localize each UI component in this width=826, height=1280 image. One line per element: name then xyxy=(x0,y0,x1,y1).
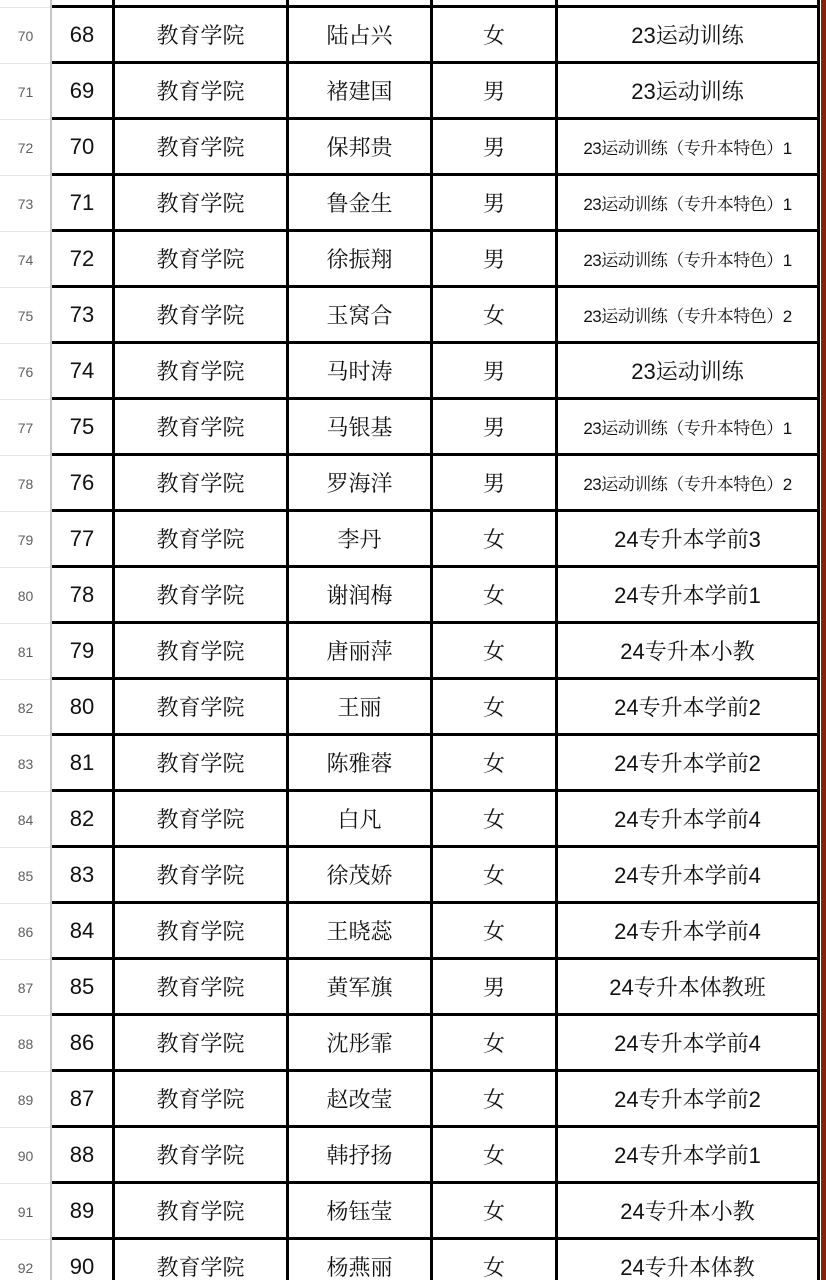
table-row xyxy=(52,64,820,120)
cell-serial[interactable]: 88 xyxy=(52,1128,115,1184)
table-row xyxy=(52,120,820,176)
row-header[interactable]: 77 xyxy=(17,420,34,436)
cell-gender[interactable]: 男 xyxy=(433,176,558,232)
cell-gender[interactable]: 女 xyxy=(433,568,558,624)
row-header[interactable]: 74 xyxy=(17,252,34,268)
cell-name[interactable]: 徐振翔 xyxy=(289,232,433,288)
row-header[interactable]: 84 xyxy=(17,812,34,828)
cell-gender[interactable]: 男 xyxy=(433,344,558,400)
cell-name[interactable]: 罗海洋 xyxy=(289,456,433,512)
cell-name[interactable]: 李丹 xyxy=(289,512,433,568)
cell-name[interactable]: 白凡 xyxy=(289,792,433,848)
cell-college[interactable]: 教育学院 xyxy=(115,8,289,64)
cell-gender[interactable]: 男 xyxy=(433,456,558,512)
cell-class[interactable]: 24专升本体教 xyxy=(558,1240,820,1280)
row-header[interactable]: 87 xyxy=(17,980,34,996)
table-body xyxy=(52,0,820,1280)
cell-name[interactable]: 黄军旗 xyxy=(289,960,433,1016)
cell-college[interactable]: 教育学院 xyxy=(115,1184,289,1240)
cell-gender[interactable]: 女 xyxy=(433,624,558,680)
cell-class[interactable]: 23运动训练 xyxy=(558,344,820,400)
cell-college[interactable]: 教育学院 xyxy=(115,680,289,736)
row-header[interactable]: 85 xyxy=(17,868,34,884)
cell-class[interactable]: 24专升本学前1 xyxy=(558,1128,820,1184)
cell-serial[interactable]: 90 xyxy=(52,1240,115,1280)
cell-gender[interactable]: 女 xyxy=(433,1016,558,1072)
cell-name[interactable]: 褚建国 xyxy=(289,64,433,120)
cell-class[interactable]: 23运动训练（专升本特色）2 xyxy=(558,456,820,512)
row-header[interactable]: 88 xyxy=(17,1036,34,1052)
cell-name[interactable]: 谢润梅 xyxy=(289,568,433,624)
row-header[interactable]: 70 xyxy=(17,28,34,44)
row-header[interactable]: 72 xyxy=(17,140,34,156)
cell-class[interactable]: 23运动训练 xyxy=(558,64,820,120)
cell-gender[interactable]: 男 xyxy=(433,232,558,288)
cell-college[interactable]: 教育学院 xyxy=(115,904,289,960)
cell-serial[interactable]: 80 xyxy=(52,680,115,736)
table-row xyxy=(52,568,820,624)
table-row xyxy=(52,960,820,1016)
cell-college[interactable]: 教育学院 xyxy=(115,1128,289,1184)
cell-name[interactable]: 王晓蕊 xyxy=(289,904,433,960)
cell-college[interactable]: 教育学院 xyxy=(115,960,289,1016)
row-header[interactable]: 91 xyxy=(17,1204,34,1220)
table-row xyxy=(52,1184,820,1240)
cell-college[interactable]: 教育学院 xyxy=(115,624,289,680)
row-header[interactable]: 71 xyxy=(17,84,34,100)
cell-class[interactable]: 24专升本学前2 xyxy=(558,680,820,736)
cell-college[interactable]: 教育学院 xyxy=(115,1240,289,1280)
cell-class[interactable]: 24专升本学前4 xyxy=(558,848,820,904)
table-row-partial xyxy=(52,0,820,8)
row-header[interactable]: 92 xyxy=(17,1260,34,1276)
row-header[interactable]: 90 xyxy=(17,1148,34,1164)
cell-class[interactable]: 23运动训练（专升本特色）1 xyxy=(558,120,820,176)
table-row xyxy=(52,232,820,288)
cell-gender[interactable]: 女 xyxy=(433,1240,558,1280)
table-row xyxy=(52,848,820,904)
row-header[interactable]: 81 xyxy=(17,644,34,660)
cell-college[interactable]: 教育学院 xyxy=(115,1072,289,1128)
cell-college[interactable]: 教育学院 xyxy=(115,848,289,904)
cell-class[interactable]: 23运动训练 xyxy=(558,8,820,64)
cell-class[interactable]: 23运动训练（专升本特色）2 xyxy=(558,288,820,344)
cell-name[interactable]: 玉窝合 xyxy=(289,288,433,344)
cell-serial[interactable]: 83 xyxy=(52,848,115,904)
cell-serial[interactable]: 71 xyxy=(52,176,115,232)
row-header[interactable]: 75 xyxy=(17,308,34,324)
cell-serial[interactable]: 73 xyxy=(52,288,115,344)
cell-name[interactable]: 陆占兴 xyxy=(289,8,433,64)
cell-college[interactable]: 教育学院 xyxy=(115,344,289,400)
cell-name[interactable]: 韩抒扬 xyxy=(289,1128,433,1184)
cell-name[interactable]: 鲁金生 xyxy=(289,176,433,232)
cell-name[interactable]: 赵改莹 xyxy=(289,1072,433,1128)
cell-partial[interactable] xyxy=(115,0,289,8)
cell-class[interactable]: 24专升本学前4 xyxy=(558,1016,820,1072)
cell-gender[interactable]: 男 xyxy=(433,64,558,120)
cell-serial[interactable]: 72 xyxy=(52,232,115,288)
table-row xyxy=(52,456,820,512)
cell-serial[interactable]: 85 xyxy=(52,960,115,1016)
row-header[interactable]: 83 xyxy=(17,756,34,772)
cell-serial[interactable]: 86 xyxy=(52,1016,115,1072)
table-row xyxy=(52,1016,820,1072)
cell-college[interactable]: 教育学院 xyxy=(115,512,289,568)
cell-college[interactable]: 教育学院 xyxy=(115,568,289,624)
student-table xyxy=(52,0,820,1280)
cell-serial[interactable]: 81 xyxy=(52,736,115,792)
cell-gender[interactable]: 女 xyxy=(433,792,558,848)
cell-gender[interactable]: 女 xyxy=(433,904,558,960)
cell-class[interactable]: 24专升本学前4 xyxy=(558,792,820,848)
cell-name[interactable]: 唐丽萍 xyxy=(289,624,433,680)
cell-gender[interactable]: 男 xyxy=(433,120,558,176)
row-header[interactable]: 78 xyxy=(17,476,34,492)
table-row xyxy=(52,400,820,456)
table-row xyxy=(52,904,820,960)
cell-serial[interactable]: 82 xyxy=(52,792,115,848)
cell-gender[interactable]: 女 xyxy=(433,8,558,64)
cell-serial[interactable]: 75 xyxy=(52,400,115,456)
cell-class[interactable]: 24专升本体教班 xyxy=(558,960,820,1016)
table-row xyxy=(52,176,820,232)
highlighted-cell-remnant[interactable] xyxy=(558,0,820,8)
table-row xyxy=(52,512,820,568)
row-number-gutter xyxy=(0,0,51,1280)
cell-class[interactable]: 23运动训练（专升本特色）1 xyxy=(558,176,820,232)
cell-college[interactable]: 教育学院 xyxy=(115,120,289,176)
cell-name[interactable]: 杨燕丽 xyxy=(289,1240,433,1280)
cell-serial[interactable]: 89 xyxy=(52,1184,115,1240)
table-row xyxy=(52,680,820,736)
cell-college[interactable]: 教育学院 xyxy=(115,288,289,344)
table-row xyxy=(52,736,820,792)
row-header[interactable]: 86 xyxy=(17,924,34,940)
cell-serial[interactable]: 68 xyxy=(52,8,115,64)
table-row xyxy=(52,1128,820,1184)
cell-serial[interactable]: 79 xyxy=(52,624,115,680)
cell-gender[interactable]: 男 xyxy=(433,960,558,1016)
cell-name[interactable]: 沈彤霏 xyxy=(289,1016,433,1072)
row-header[interactable]: 79 xyxy=(17,532,34,548)
cell-name[interactable]: 王丽 xyxy=(289,680,433,736)
cell-name[interactable]: 保邦贵 xyxy=(289,120,433,176)
cell-college[interactable]: 教育学院 xyxy=(115,176,289,232)
cell-name[interactable]: 陈雅蓉 xyxy=(289,736,433,792)
cell-serial[interactable]: 70 xyxy=(52,120,115,176)
cell-name[interactable]: 马银基 xyxy=(289,400,433,456)
row-header[interactable]: 82 xyxy=(17,700,34,716)
cell-class[interactable]: 24专升本学前1 xyxy=(558,568,820,624)
cell-name[interactable]: 杨钰莹 xyxy=(289,1184,433,1240)
cell-college[interactable]: 教育学院 xyxy=(115,736,289,792)
cell-class[interactable]: 24专升本学前4 xyxy=(558,904,820,960)
table-row xyxy=(52,792,820,848)
cell-serial[interactable]: 77 xyxy=(52,512,115,568)
cell-partial[interactable] xyxy=(52,0,115,8)
cell-class[interactable]: 24专升本学前2 xyxy=(558,736,820,792)
cell-partial[interactable] xyxy=(289,0,433,8)
cell-college[interactable]: 教育学院 xyxy=(115,456,289,512)
right-edge-strip xyxy=(821,0,826,1280)
cell-gender[interactable]: 女 xyxy=(433,288,558,344)
row-header[interactable]: 80 xyxy=(17,588,34,604)
cell-class[interactable]: 24专升本小教 xyxy=(558,1184,820,1240)
cell-gender[interactable]: 女 xyxy=(433,1128,558,1184)
cell-serial[interactable]: 76 xyxy=(52,456,115,512)
table-row xyxy=(52,1240,820,1280)
cell-college[interactable]: 教育学院 xyxy=(115,1016,289,1072)
cell-class[interactable]: 24专升本小教 xyxy=(558,624,820,680)
cell-serial[interactable]: 84 xyxy=(52,904,115,960)
cell-class[interactable]: 24专升本学前2 xyxy=(558,1072,820,1128)
cell-partial[interactable] xyxy=(433,0,558,8)
table-row xyxy=(52,288,820,344)
table-row xyxy=(52,1072,820,1128)
cell-gender[interactable]: 女 xyxy=(433,736,558,792)
cell-name[interactable]: 马时涛 xyxy=(289,344,433,400)
cell-college[interactable]: 教育学院 xyxy=(115,64,289,120)
cell-college[interactable]: 教育学院 xyxy=(115,792,289,848)
cell-serial[interactable]: 69 xyxy=(52,64,115,120)
cell-gender[interactable]: 女 xyxy=(433,512,558,568)
cell-gender[interactable]: 女 xyxy=(433,680,558,736)
cell-serial[interactable]: 87 xyxy=(52,1072,115,1128)
cell-college[interactable]: 教育学院 xyxy=(115,400,289,456)
table-row xyxy=(52,8,820,64)
row-header[interactable]: 89 xyxy=(17,1092,34,1108)
cell-gender[interactable]: 女 xyxy=(433,848,558,904)
row-header[interactable]: 76 xyxy=(17,364,34,380)
cell-name[interactable]: 徐茂娇 xyxy=(289,848,433,904)
table-row xyxy=(52,344,820,400)
cell-class[interactable]: 23运动训练（专升本特色）1 xyxy=(558,232,820,288)
cell-serial[interactable]: 78 xyxy=(52,568,115,624)
table-row xyxy=(52,624,820,680)
row-header[interactable]: 73 xyxy=(17,196,34,212)
cell-class[interactable]: 24专升本学前3 xyxy=(558,512,820,568)
cell-gender[interactable]: 女 xyxy=(433,1072,558,1128)
cell-gender[interactable]: 男 xyxy=(433,400,558,456)
cell-college[interactable]: 教育学院 xyxy=(115,232,289,288)
cell-class[interactable]: 23运动训练（专升本特色）1 xyxy=(558,400,820,456)
cell-gender[interactable]: 女 xyxy=(433,1184,558,1240)
cell-serial[interactable]: 74 xyxy=(52,344,115,400)
